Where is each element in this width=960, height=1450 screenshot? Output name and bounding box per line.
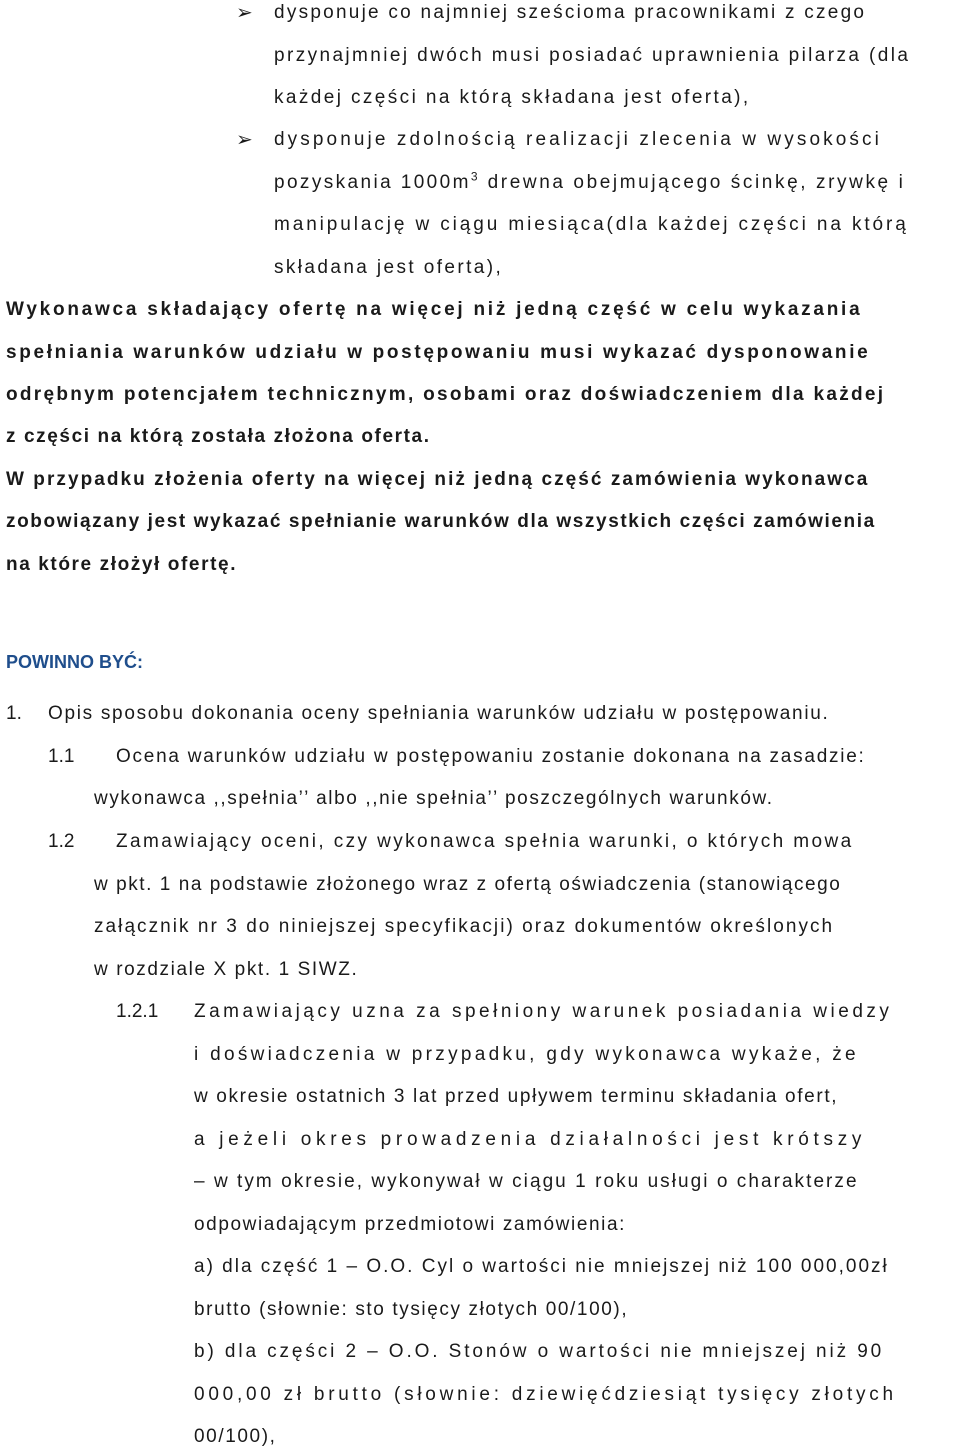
item-1-2-1-line-4: a jeżeli okres prowadzenia działalności jest krótszy	[194, 1129, 867, 1150]
bold-para-1-line-2: spełniania warunków udziału w postępowaniu musi wykazać dysponowanie	[6, 342, 871, 363]
bullet-1-line-2: przynajmniej dwóch musi posiadać uprawnienia pilarza (dla	[274, 45, 911, 66]
item-1-2-1-line-6: odpowiadającym przedmiotowi zamówienia:	[194, 1214, 627, 1235]
arrow-bullet-icon: ➢	[236, 2, 253, 24]
item-1-1-number: 1.1	[48, 746, 75, 767]
item-1-2-1-line-11: 00/100),	[194, 1426, 277, 1447]
bold-para-1-line-1: Wykonawca składający ofertę na więcej niż jedną część w celu wykazania	[6, 299, 863, 320]
item-1-1-line-2: wykonawca ,,spełnia’’ albo ,,nie spełnia’’ poszczególnych warunków.	[94, 788, 774, 809]
superscript-3: 3	[470, 169, 480, 184]
item-1-number: 1.	[6, 703, 22, 724]
bullet-1-line-1: dysponuje co najmniej sześcioma pracownikami z czego	[274, 2, 867, 23]
bold-para-2-line-3: na które złożył ofertę.	[6, 554, 238, 575]
bold-para-1-line-4: z części na którą została złożona oferta.	[6, 426, 431, 447]
bullet-2-line-2: pozyskania $1000m^3$ drewna obejmującego ścinkę, zrywkę i	[274, 169, 906, 193]
item-1-2-line-3: załącznik nr 3 do niniejszej specyfikacji) oraz dokumentów określonych	[94, 916, 835, 937]
item-1-1-line-1: Ocena warunków udziału w postępowaniu zostanie dokonana na zasadzie:	[116, 746, 866, 767]
bold-para-2-line-2: zobowiązany jest wykazać spełnianie warunków dla wszystkich części zamówienia	[6, 511, 876, 532]
item-1-text: Opis sposobu dokonania oceny spełniania warunków udziału w postępowaniu.	[48, 703, 830, 724]
item-1-2-1-line-1: Zamawiający uzna za spełniony warunek posiadania wiedzy	[194, 1001, 893, 1022]
item-1-2-number: 1.2	[48, 831, 75, 852]
arrow-bullet-icon: ➢	[236, 129, 253, 151]
item-1-2-1-line-5: – w tym okresie, wykonywał w ciągu 1 roku usługi o charakterze	[194, 1171, 859, 1192]
item-1-2-1-line-2: i doświadczenia w przypadku, gdy wykonawca wykaże, że	[194, 1044, 859, 1065]
bullet-2-line-1: dysponuje zdolnością realizacji zlecenia w wysokości	[274, 129, 882, 150]
bullet-2-line-3: manipulację w ciągu miesiąca(dla każdej części na którą	[274, 214, 909, 235]
item-1-2-1-line-8: brutto (słownie: sto tysięcy złotych 00/100),	[194, 1299, 629, 1320]
item-1-2-1-line-10: 000,00 zł brutto (słownie: dziewięćdziesiąt tysięcy złotych	[194, 1384, 897, 1405]
bold-para-2-line-1: W przypadku złożenia oferty na więcej niż jedną część zamówienia wykonawca	[6, 469, 870, 490]
item-1-2-line-1: Zamawiający oceni, czy wykonawca spełnia warunki, o których mowa	[116, 831, 854, 852]
bullet-1-line-3: każdej części na którą składana jest oferta),	[274, 87, 751, 108]
item-1-2-1-line-7: a) dla część 1 – O.O. Cyl o wartości nie mniejszej niż 100 000,00zł	[194, 1256, 889, 1277]
item-1-2-1-line-9: b) dla części 2 – O.O. Stonów o wartości nie mniejszej niż 90	[194, 1341, 885, 1362]
section-heading: POWINNO BYĆ:	[6, 652, 143, 672]
item-1-2-1-number: 1.2.1	[116, 1001, 159, 1022]
item-1-2-line-4: w rozdziale X pkt. 1 SIWZ.	[94, 959, 359, 980]
item-1-2-1-line-3: w okresie ostatnich 3 lat przed upływem terminu składania ofert,	[194, 1086, 839, 1107]
bullet-2-line-4: składana jest oferta),	[274, 257, 504, 278]
bold-para-1-line-3: odrębnym potencjałem technicznym, osobami oraz doświadczeniem dla każdej	[6, 384, 886, 405]
item-1-2-line-2: w pkt. 1 na podstawie złożonego wraz z ofertą oświadczenia (stanowiącego	[94, 874, 842, 895]
